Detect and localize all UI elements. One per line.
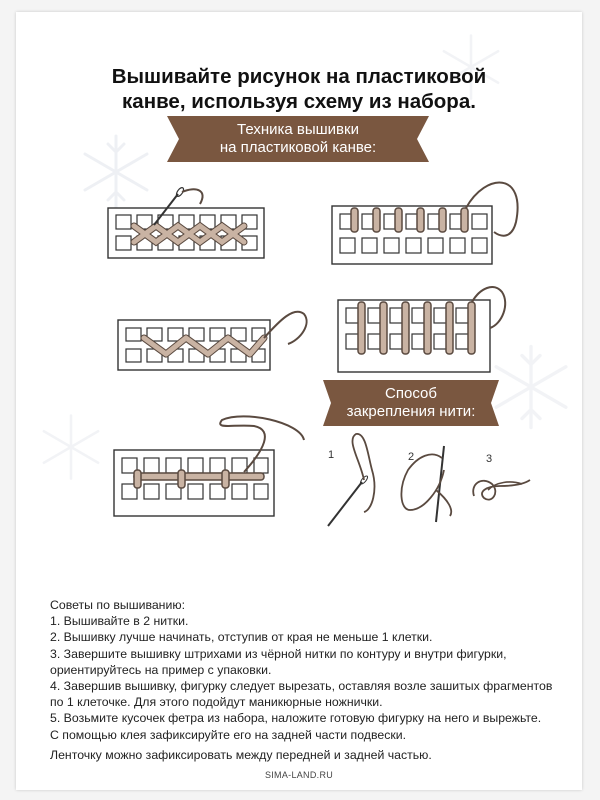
stitch-diagram-horizontal [104,410,314,520]
embroidery-tips [50,597,570,743]
tip-line: 3. Завершите вышивку штрихами из чёрной нитки по контуру и внутри фигурки, [50,646,507,661]
stitch-diagram-zigzag [104,302,314,382]
tip-line: 5. Возьмите кусочек фетра из набора, наложите готовую фигурку на него и вырежьте. [50,711,542,726]
fastening-step-number: 2 [408,451,415,463]
footer-site: SIMA-LAND.RU [264,770,334,780]
tip-line: ориентируйтесь на пример с упаковки. [50,662,272,677]
ribbon-note: Ленточку можно зафиксировать между передней и задней частью. [50,748,432,762]
fastening-step-1 [316,430,386,530]
title-line-1: Вышивайте рисунок на пластиковой [111,65,487,88]
fastening-step-2 [388,430,468,530]
snowflake-icon [36,412,106,482]
stitch-diagram-vertical-top [326,172,536,272]
technique-banner [153,116,443,162]
fastening-banner-line-1: Способ [385,385,437,402]
technique-banner-line-2: на пластиковой канве: [219,139,377,156]
fastening-step-3 [464,440,544,520]
fastening-step-number: 3 [486,453,493,465]
tip-line: 1. Вышивайте в 2 нитки. [50,614,189,629]
tip-line: 2. Вышивку лучше начинать, отступив от края не меньше 1 клетки. [50,630,433,645]
technique-banner-line-1: Техника вышивки [237,121,359,138]
tip-line: 4. Завершив вышивку, фигурку следует вырезать, оставляя возле зашитых фрагментов [50,679,553,694]
stitch-diagram-vertical-full [330,280,530,380]
fastening-banner-line-2: закрепления нити: [346,403,476,420]
stitch-diagram-cross [104,180,284,270]
page-title [16,64,582,114]
tips-heading: Советы по вышиванию: [50,598,185,612]
fastening-step-number: 1 [328,449,335,461]
instruction-page [16,12,582,790]
tip-line: С помощью клея зафиксируйте его на задней части подвески. [50,727,407,742]
title-line-2: канве, используя схему из набора. [122,90,476,113]
fastening-banner [313,380,509,426]
tip-line: по 1 клеточке. Для этого подойдут маникюрные ножнички. [50,695,383,710]
